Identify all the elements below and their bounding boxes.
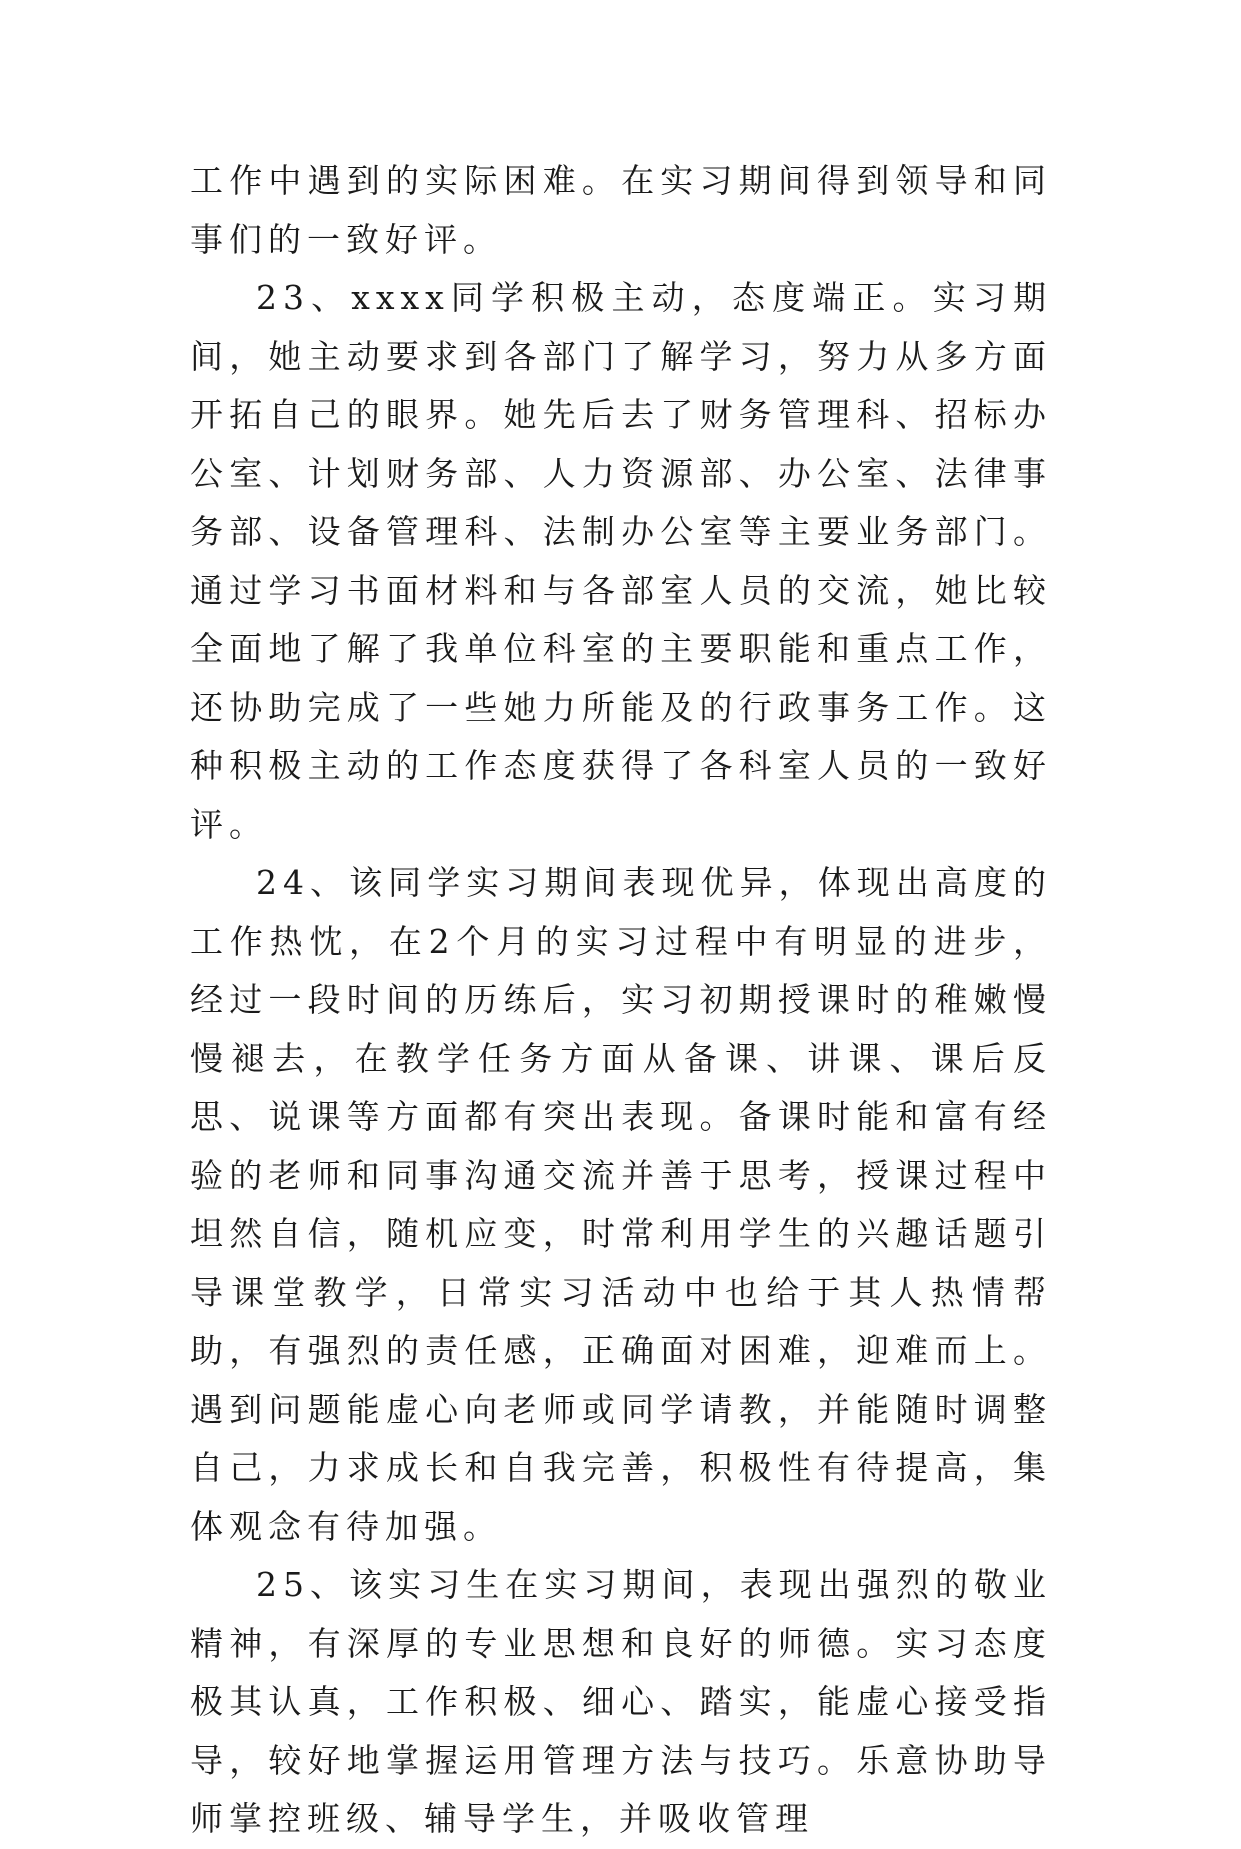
paragraph-25: 25、该实习生在实习期间，表现出强烈的敬业精神，有深厚的专业思想和良好的师德。实习态度极其认真，工作积极、细心、踏实，能虚心接受指导，较好地掌握运用管理方法与技巧。乐意协助导师掌控班级、辅导学生，并吸收管理	[190, 1565, 1052, 1838]
document-body	[190, 152, 1052, 1849]
paragraph-continuation: 工作中遇到的实际困难。在实习期间得到领导和同事们的一致好评。	[190, 161, 1052, 259]
paragraph-24: 24、该同学实习期间表现优异，体现出高度的工作热忱，在2个月的实习过程中有明显的进步，经过一段时间的历练后，实习初期授课时的稚嫩慢慢褪去，在教学任务方面从备课、讲课、课后反思、说课等方面都有突出表现。备课时能和富有经验的老师和同事沟通交流并善于思考，授课过程中坦然自信，随机应变，时常利用学生的兴趣话题引导课堂教学，日常实习活动中也给于其人热情帮助，有强烈的责任感，正确面对困难，迎难而上。遇到问题能虚心向老师或同学请教，并能随时调整自己，力求成长和自我完善，积极性有待提高，集体观念有待加强。	[190, 863, 1052, 1546]
paragraph-23: 23、xxxx同学积极主动，态度端正。实习期间，她主动要求到各部门了解学习，努力从多方面开拓自己的眼界。她先后去了财务管理科、招标办公室、计划财务部、人力资源部、办公室、法律事务部、设备管理科、法制办公室等主要业务部门。通过学习书面材料和与各部室人员的交流，她比较全面地了解了我单位科室的主要职能和重点工作，还协助完成了一些她力所能及的行政事务工作。这种积极主动的工作态度获得了各科室人员的一致好评。	[190, 278, 1052, 844]
